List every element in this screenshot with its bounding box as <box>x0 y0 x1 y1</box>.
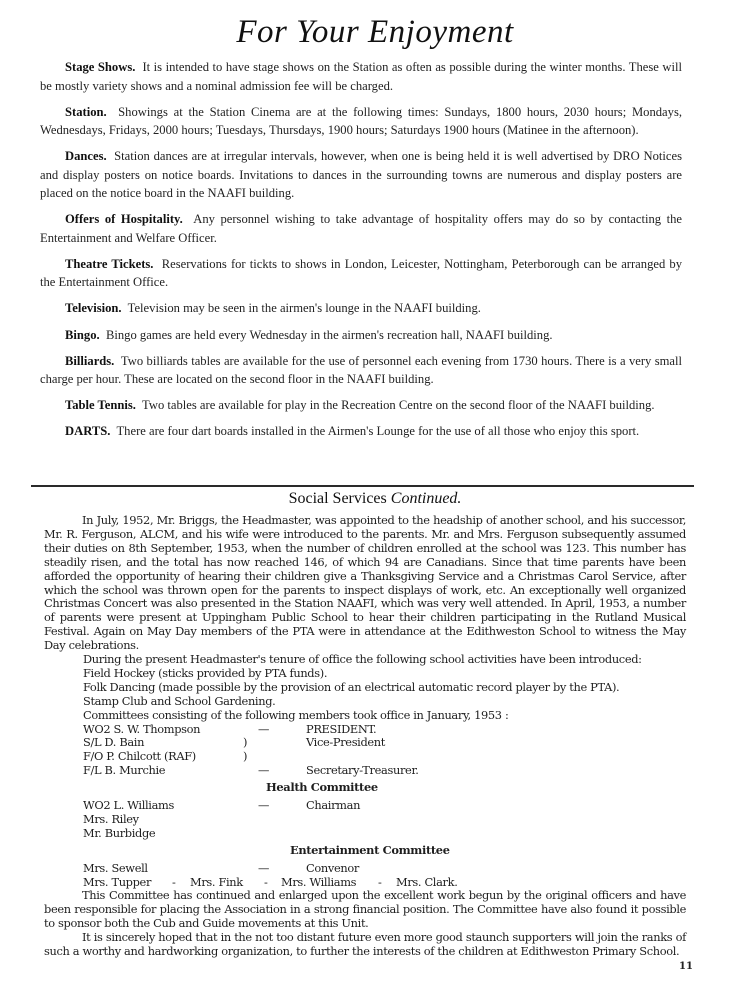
committees-intro: Committees consisting of the following members took office in January, 1953 : <box>83 707 509 722</box>
social-services-section <box>44 514 686 959</box>
separator: ) <box>243 749 248 764</box>
item-heading: Theatre Tickets. <box>65 256 154 271</box>
item-text: Showings at the Station Cinema are at the following times: Sundays, 1800 hours, 2030 hours; Mondays, Wednesdays, Fridays, 2000 hours; Tuesdays, Thursdays, 1900 hours; Saturdays 1900 hours (Matinee in the afternoon). <box>40 104 682 138</box>
enjoyment-item <box>40 326 682 345</box>
officer-row <box>44 750 686 764</box>
item-text: Two billiards tables are available for the use of personnel each evening from 1730 hours. There is a very small charge per hour. These are located on the second floor in the NAAFI building. <box>40 353 682 387</box>
activity-item: Folk Dancing (made possible by the provision of an electrical automatic record player by the PTA). <box>83 679 620 694</box>
enjoyment-item <box>40 352 682 389</box>
committee-row <box>44 799 686 813</box>
item-heading: DARTS. <box>65 424 111 439</box>
health-committee-heading: Health Committee <box>266 780 378 795</box>
separator: - <box>264 874 268 889</box>
item-heading: Billiards. <box>65 353 115 368</box>
member-role: PRESIDENT. <box>306 721 377 736</box>
member-name: Mrs. Riley <box>83 811 139 826</box>
enjoyment-section <box>40 58 682 448</box>
member-role: Chairman <box>306 798 361 813</box>
activity-item: Field Hockey (sticks provided by PTA funds). <box>83 665 328 680</box>
section-heading-main: Social Services <box>288 490 387 507</box>
member-name: Mr. Burbidge <box>83 825 156 840</box>
committee-row <box>44 827 686 841</box>
member-name: F/L B. Murchie <box>83 763 166 778</box>
member-name: WO2 L. Williams <box>83 798 174 813</box>
paragraph: In July, 1952, Mr. Briggs, the Headmaster, was appointed to the headship of another school, and his successor, Mr. R. Ferguson, ALCM, and his wife were introduced to the parents. Mr. and Mrs. Ferguson subsequently assumed their duties on 8th September, 1953, when the number of children enrolled at the school was 123. This number has steadily risen, and the total has now reached 146, of which 94 are Canadians. Since that time parents have been afforded the opportunity of hearing their children give a Thanksgiving Service and a Christmas Carol Service, after which the school was thrown open for the parents to inspect displays of work, etc. An exceptionally well organized Christmas Concert was also presented in the Station NAAFI, which was very well attended. In April, 1953, a number of parents were present at Uppingham Public School to hear their children participating in the Rutland Musical Festival. Again on May Day members of the PTA were in attendance at the Edithweston School to witness the May Day celebrations. <box>44 513 686 653</box>
officer-row <box>44 723 686 737</box>
item-text: There are four dart boards installed in the Airmen's Lounge for the use of all those who enjoy this sport. <box>116 424 640 439</box>
item-text: Reservations for tickts to shows in London, Leicester, Nottingham, Peterborough can be arranged by the Entertainment Office. <box>40 256 682 290</box>
separator: ) <box>243 735 248 750</box>
member-role: Secretary-Treasurer. <box>306 763 419 778</box>
officer-row <box>44 736 686 750</box>
member-name: Mrs. Sewell <box>83 860 148 875</box>
member-name: Mrs. Tupper <box>83 874 152 889</box>
enjoyment-item <box>40 58 682 95</box>
item-heading: Stage Shows. <box>65 60 136 74</box>
section-heading-suffix: Continued. <box>390 490 462 507</box>
paragraph: It is sincerely hoped that in the not too distant future even more good staunch supporters will join the ranks of such a worthy and hardworking organization, to further the interests of the children at Edithweston Primary School. <box>44 930 686 959</box>
enjoyment-item <box>40 396 682 415</box>
item-heading: Dances. <box>65 149 107 164</box>
member-role: Convenor <box>306 860 359 875</box>
enjoyment-item <box>40 255 682 292</box>
item-heading: Bingo. <box>65 327 100 342</box>
item-heading: Table Tennis. <box>65 398 136 413</box>
item-text: Any personnel wishing to take advantage of hospitality offers may do so by contacting the Entertainment and Welfare Officer. <box>40 212 683 245</box>
item-text: It is intended to have stage shows on the Station as often as possible during the winter months. These will be mostly variety shows and a nominal admission fee will be charged. <box>40 60 682 93</box>
member-name: S/L D. Bain <box>83 735 145 750</box>
separator: - <box>378 874 382 889</box>
section-divider <box>31 485 694 487</box>
page-number: 11 <box>679 961 693 972</box>
item-text: Bingo games are held every Wednesday in the airmen's recreation hall, NAAFI building. <box>105 327 553 342</box>
enjoyment-item <box>40 422 682 441</box>
item-heading: Station. <box>65 104 107 119</box>
member-name: F/O P. Chilcott (RAF) <box>83 749 196 764</box>
committee-row <box>44 862 686 876</box>
member-name: Mrs. Williams <box>281 874 357 889</box>
item-heading: Television. <box>65 301 122 316</box>
paragraph: This Committee has continued and enlarged upon the excellent work begun by the original officers and have been responsible for placing the Association in a strong financial position. The Committee have also found it possible to sponsor both the Cub and Guide movements at this Unit. <box>44 888 686 931</box>
separator: - <box>172 874 176 889</box>
separator: — <box>258 721 270 736</box>
enjoyment-item <box>40 103 682 140</box>
committee-members-row <box>44 876 686 890</box>
member-name: Mrs. Fink <box>190 874 243 889</box>
page-title: For Your Enjoyment <box>236 14 514 50</box>
member-name: WO2 S. W. Thompson <box>83 721 201 736</box>
enjoyment-item <box>40 299 682 318</box>
member-role: Vice-President <box>306 735 386 750</box>
item-text: Station dances are at irregular intervals, however, when one is being held it is well advertised by DRO Notices and display posters on notice boards. Invitations to dances in the surrounding towns are numerous and display posters are placed on the notice board in the NAAFI building. <box>40 149 682 201</box>
activities-intro: During the present Headmaster's tenure of office the following school activities have been introduced: <box>83 652 642 667</box>
activity-item: Stamp Club and School Gardening. <box>83 693 276 708</box>
separator: — <box>258 763 270 778</box>
committee-row <box>44 813 686 827</box>
section-heading <box>0 490 750 508</box>
entertainment-committee-heading: Entertainment Committee <box>290 842 450 857</box>
item-text: Television may be seen in the airmen's lounge in the NAAFI building. <box>127 301 481 316</box>
item-heading: Offers of Hospitality. <box>65 212 183 227</box>
enjoyment-item <box>40 210 682 247</box>
officer-row <box>44 764 686 778</box>
member-name: Mrs. Clark. <box>396 874 458 889</box>
separator: — <box>258 798 270 813</box>
enjoyment-item <box>40 147 682 203</box>
item-text: Two tables are available for play in the Recreation Centre on the second floor of the NAAFI building. <box>142 398 655 413</box>
separator: — <box>258 860 270 875</box>
